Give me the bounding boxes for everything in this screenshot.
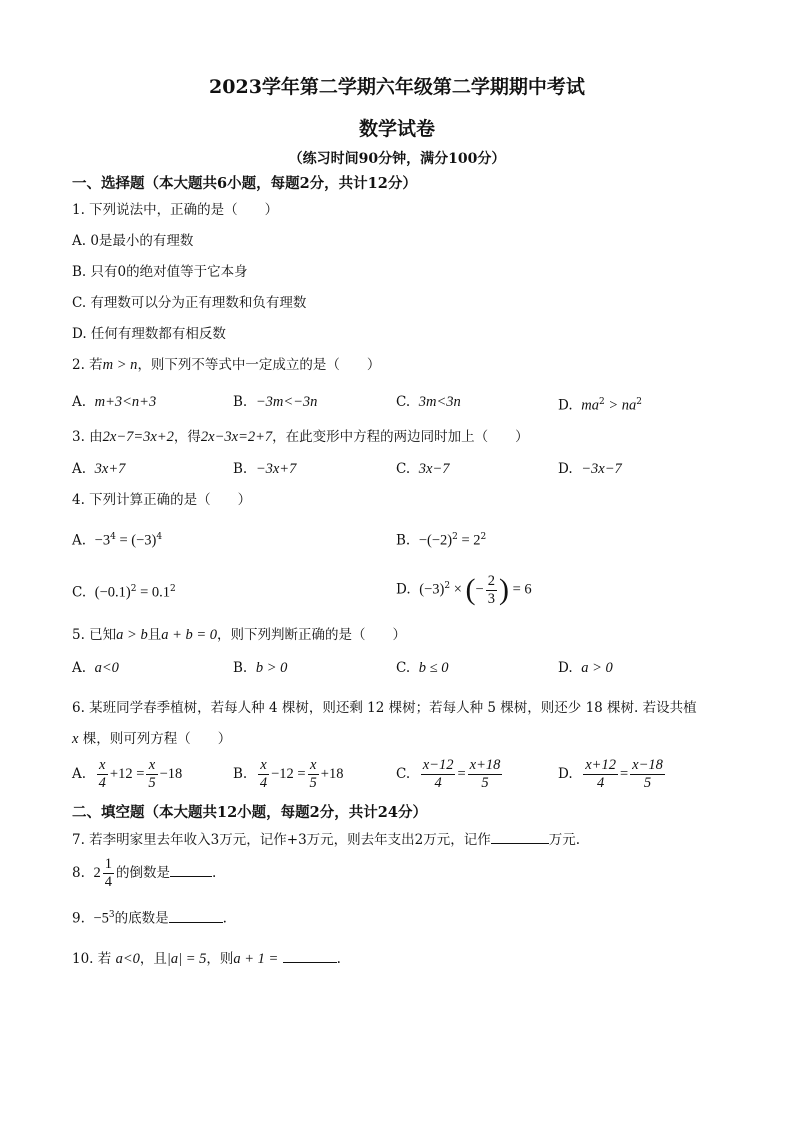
q4-option-b [396,528,486,550]
q3-c-label: C. [396,461,411,477]
q1-option-b: B. 只有0的绝对值等于它本身 [72,264,248,280]
q2-option-d [558,393,642,415]
q6-b-frac2 [308,757,319,792]
q4-a-exp2: 4 [156,532,163,542]
q10-label: 10. 若 [72,951,112,967]
q4-a-label: A. [72,532,87,549]
q5-c-expr: b ≤ 0 [418,660,449,676]
q8-fraction [103,856,114,891]
q6-a-end: −18 [159,766,183,782]
q3-stem-pre: 3. 由 [72,429,103,445]
q9-tail: . [222,910,227,927]
q6-d-num2: x−18 [632,757,663,773]
q3-eq1: 2x−7=3x+2 [102,429,174,445]
q4-stem: 4. 下列计算正确的是（ ） [72,492,252,508]
q10 [72,948,341,968]
q7 [72,829,580,849]
q9-label: 9. [72,910,85,927]
q6-b-num1: x [258,757,269,775]
q4-b-exp2: 2 [480,532,487,542]
q6-option-d [558,756,667,792]
q2-d-label: D. [558,397,573,414]
q8-whole: 2 [93,865,101,881]
exam-title: 2023学年第二学期六年级第二学期期中考试 [209,76,585,98]
q6-c-mid: = [457,766,466,782]
q1-option-c: C. 有理数可以分为正有理数和负有理数 [72,295,307,311]
q3-d-expr: −3x−7 [581,461,622,477]
q6-d-num1: x+12 [585,757,616,773]
q6-stem-line2 [72,730,231,748]
q6-c-label: C. [396,766,411,782]
q5-c-label: C. [396,660,411,676]
q5-stem-pre: 5. 已知 [72,627,117,643]
q5-option-a [72,659,119,677]
q6-a-frac2 [146,757,157,792]
q5-stem [72,626,406,644]
q4-b-left: −(−2) [418,532,453,549]
q4-d-exp: 2 [444,581,451,591]
q4-d-num: 2 [487,572,495,589]
q9 [72,906,227,928]
q6-a-den2: 5 [148,775,156,791]
q6-c-num1: x−12 [422,757,454,773]
q4-c-exp2: 2 [170,584,176,594]
q7-blank[interactable] [491,829,549,844]
q10-mid2: ，则 [206,951,234,967]
q4-d-den: 3 [487,590,495,607]
q2-stem-post: ，则下列不等式中一定成立的是（ ） [137,357,381,373]
q3-stem-post: ，在此变形中方程的两边同时加上（ ） [272,429,529,445]
q3-stem-mid: ，得 [173,429,201,445]
q2-d-exp2: 2 [636,397,642,407]
q5-a-expr: a<0 [94,660,119,676]
q4-c-right: = 0.1 [136,584,170,601]
q6-d-den2: 5 [643,775,652,791]
q6-d-label: D. [558,766,573,782]
q3-a-expr: 3x+7 [94,461,126,477]
q3-option-d [558,460,622,478]
q6-option-a [72,756,182,792]
q8-label: 8. [72,865,85,881]
q4-option-a [72,528,162,550]
q6-b-num2: x [308,757,319,775]
q4-d-times: × [450,581,466,598]
q9-base: −5 [93,910,109,927]
q6-b-mid: −12 = [271,766,306,782]
section-2-heading: 二、填空题（本大题共12小题，每题2分，共计24分） [72,804,427,821]
q6-d-den1: 4 [596,775,605,791]
q2-c-label: C. [396,394,411,410]
q3-d-label: D. [558,461,573,477]
q6-var: x [72,731,79,747]
q4-c-exp1: 2 [130,584,137,594]
q4-d-label: D. [396,581,411,598]
q3-option-b [233,460,296,478]
q6-b-end: +18 [320,766,344,782]
q10-cond1: a<0 [115,951,140,967]
q2-option-c [396,393,461,411]
q8-text: 的倒数是 [115,865,170,881]
q4-option-c [72,580,176,602]
q3-eq2: 2x−3x=2+7 [200,429,273,445]
q2-condition: m > n [102,357,138,373]
q3-option-a [72,460,125,478]
q4-a-right: = (−3) [115,532,157,549]
q10-abs: |a| = 5 [166,951,207,967]
q8 [72,855,216,891]
q8-den: 4 [104,874,112,890]
q5-option-b [233,659,287,677]
q4-d-right: = 6 [508,581,532,598]
q6-a-num2: x [146,757,157,775]
q6-d-frac2 [630,757,665,792]
q10-mid: ，且 [139,951,167,967]
q6-c-num2: x+18 [469,757,501,773]
q2-d-exp1: 2 [598,397,605,407]
q5-b-label: B. [233,660,248,676]
q6-a-frac1 [97,757,108,792]
q3-a-label: A. [72,461,87,477]
exam-subtitle: 数学试卷 [358,118,435,140]
q3-b-label: B. [233,461,248,477]
q8-num: 1 [104,856,112,872]
q5-d-expr: a > 0 [581,660,613,676]
q1-stem: 1. 下列说法中，正确的是（ ） [72,202,279,218]
q5-cond2: a + b = 0 [161,627,218,643]
q2-b-expr: −3m<−3n [255,394,318,410]
q6-a-den1: 4 [98,775,106,791]
q7-tail: 万元. [548,832,581,848]
q5-stem-post: ，则下列判断正确的是（ ） [217,627,407,643]
q5-option-c [396,659,448,677]
q6-option-c [396,756,504,792]
q6-a-label: A. [72,766,87,782]
q3-option-c [396,460,449,478]
q4-c-left: (−0.1) [94,584,131,601]
q5-option-d [558,659,613,677]
q6-d-frac1 [583,757,618,792]
q3-b-expr: −3x+7 [255,461,297,477]
q4-b-exp1: 2 [452,532,458,542]
q2-d-base1: ma [581,397,599,414]
q4-d-paren-close: ) [498,573,509,606]
q2-a-label: A. [72,394,87,410]
q6-b-frac1 [258,757,269,792]
q4-b-right: = 2 [457,532,481,549]
q4-d-paren-open: ( [465,573,476,606]
q4-d-fraction [486,573,497,608]
q4-a-exp1: 4 [110,532,116,542]
q1-option-d: D. 任何有理数都有相反数 [72,326,226,342]
q4-option-d [396,566,532,610]
q6-a-num1: x [97,757,108,775]
q6-c-frac1 [421,757,456,792]
q6-stem-line1: 6. 某班同学春季植树，若每人种 4 棵树，则还剩 12 棵树；若每人种 5 棵树，则还少 18 棵树. 若设共植 [72,700,697,716]
q9-text: 的底数是 [114,910,169,927]
q8-tail: . [211,865,217,881]
q6-c-den1: 4 [434,775,442,791]
q6-d-mid: = [619,766,629,782]
q5-d-label: D. [558,660,573,676]
q6-b-den1: 4 [259,775,268,791]
q9-blank[interactable] [169,908,223,923]
q5-b-expr: b > 0 [255,660,288,676]
q1-option-a: A. 0是最小的有理数 [72,233,194,249]
q10-blank[interactable] [283,948,337,963]
q5-a-label: A. [72,660,87,676]
q6-option-b [233,756,343,792]
q3-stem [72,428,529,446]
q4-a-left: −3 [94,532,111,549]
exam-info: （练习时间90分钟，满分100分） [288,151,506,167]
q2-c-expr: 3m<3n [418,394,461,410]
q4-d-left: (−3) [419,581,445,598]
q6-c-den2: 5 [481,775,489,791]
q6-b-den2: 5 [309,775,317,791]
q6-a-mid: +12 = [109,766,145,782]
q2-b-label: B. [233,394,248,410]
q4-d-minus: − [475,581,484,598]
q7-text: 7. 若李明家里去年收入3万元，记作+3万元，则去年支出2万元，记作 [72,832,491,848]
q10-tail: . [336,951,341,967]
q6-b-label: B. [233,766,248,782]
q3-c-expr: 3x−7 [418,461,450,477]
section-1-heading: 一、选择题（本大题共6小题，每题2分，共计12分） [72,175,417,192]
q2-option-a [72,393,156,411]
q5-cond1: a > b [116,627,148,643]
q2-stem-pre: 2. 若 [72,357,103,373]
q4-b-label: B. [396,532,411,549]
q8-blank[interactable] [170,862,212,877]
q10-expr: a + 1 = [233,951,279,967]
q9-exp: 3 [108,910,115,920]
q6-c-frac2 [468,757,503,792]
q2-a-expr: m+3<n+3 [94,394,157,410]
q2-stem [72,356,380,374]
q4-c-label: C. [72,584,87,601]
q5-stem-mid: 且 [147,627,162,643]
q2-d-mid: > na [604,397,637,414]
q6-stem2-text: 棵，则可列方程（ ） [78,731,232,747]
q2-option-b [233,393,317,411]
